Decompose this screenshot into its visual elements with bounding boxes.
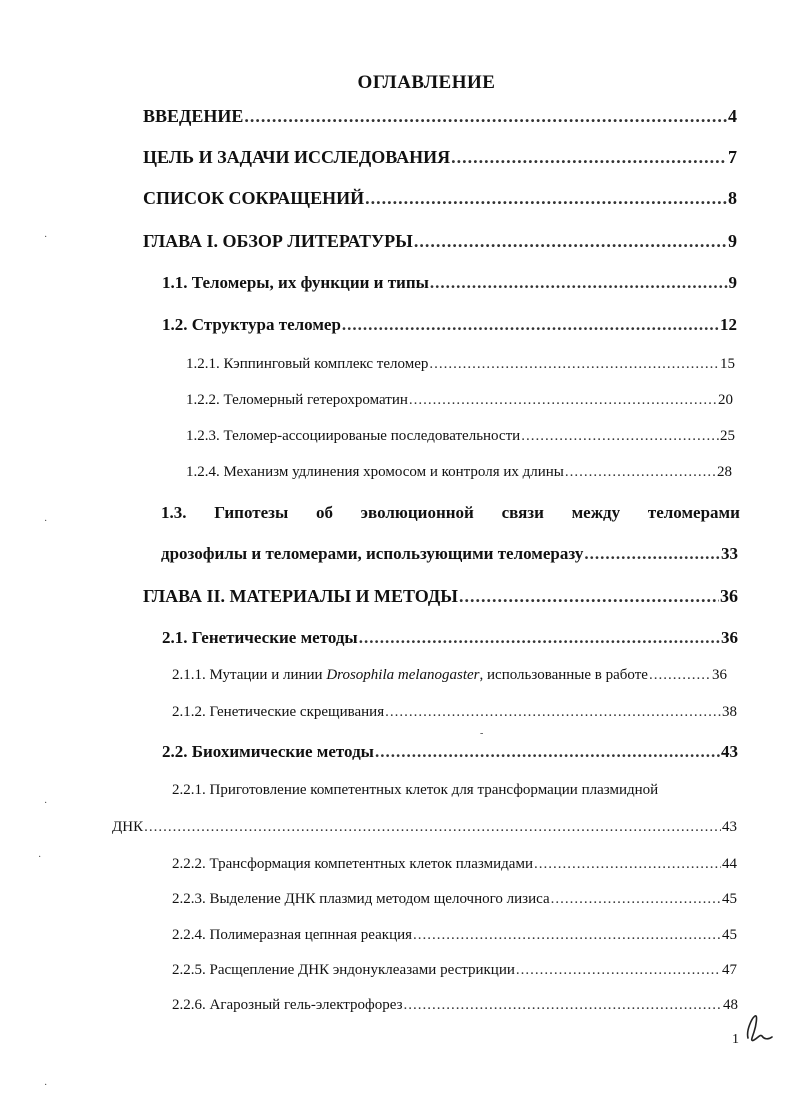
leader-dots xyxy=(414,231,727,252)
leader-dots xyxy=(413,927,721,944)
toc-entry-label xyxy=(172,667,648,684)
word: связи xyxy=(501,503,544,522)
toc-entry-page: 47 xyxy=(722,962,737,978)
toc-entry-label: 2.1. Генетические методы xyxy=(162,628,358,647)
toc-entry-2-2-6[interactable] xyxy=(172,997,738,1014)
toc-entry-chapter-1[interactable] xyxy=(143,231,737,252)
toc-entry-label: дрозофилы и теломерами, использующими теломеразу xyxy=(161,544,584,563)
label-text: 2.1.1. Мутации и линии xyxy=(172,667,327,683)
toc-entry-abbreviations[interactable] xyxy=(143,188,737,209)
leader-dots xyxy=(584,544,720,564)
toc-entry-page: 12 xyxy=(720,315,737,334)
toc-entry-1-3-line1[interactable] xyxy=(161,503,740,523)
toc-entry-label: 1.1. Теломеры, их функции и типы xyxy=(162,273,429,292)
toc-entry-page: 45 xyxy=(722,927,737,943)
leader-dots xyxy=(409,392,717,409)
leader-dots xyxy=(375,742,720,762)
leader-dots xyxy=(359,628,720,648)
toc-entry-label: ВВЕДЕНИЕ xyxy=(143,106,244,126)
toc-entry-label: ГЛАВА II. МАТЕРИАЛЫ И МЕТОДЫ xyxy=(143,586,458,606)
toc-entry-introduction[interactable] xyxy=(143,106,737,127)
word: теломерами xyxy=(647,503,740,522)
toc-entry-page: 43 xyxy=(721,742,738,761)
leader-dots xyxy=(534,856,721,873)
toc-entry-page: 9 xyxy=(728,231,737,251)
toc-entry-2-2-2[interactable] xyxy=(172,856,737,873)
leader-dots xyxy=(565,464,716,481)
toc-entry-page: 7 xyxy=(728,147,737,167)
toc-entry-label: 1.2.2. Теломерный гетерохроматин xyxy=(186,392,408,408)
toc-entry-page: 15 xyxy=(720,356,735,372)
scan-speck: · xyxy=(44,516,48,527)
leader-dots xyxy=(365,188,727,209)
toc-entry-2-2-3[interactable] xyxy=(172,891,737,908)
toc-entry-page: 9 xyxy=(728,273,737,292)
toc-entry-page: 36 xyxy=(720,586,738,606)
toc-entry-label: 1.2. Структура теломер xyxy=(162,315,341,334)
word: между xyxy=(571,503,621,522)
toc-entry-label: 1.2.1. Кэппинговый комплекс теломер xyxy=(186,356,429,372)
toc-entry-page: 43 xyxy=(722,819,737,835)
leader-dots xyxy=(516,962,721,979)
leader-dots xyxy=(404,997,722,1014)
toc-entry-label: 2.2.3. Выделение ДНК плазмид методом щелочного лизиса xyxy=(172,891,550,907)
word: об xyxy=(315,503,333,522)
leader-dots xyxy=(551,891,721,908)
toc-entry-2-1-2[interactable] xyxy=(172,704,737,721)
toc-entry-label: 1.2.4. Механизм удлинения хромосом и контроля их длины xyxy=(186,464,564,480)
toc-entry-label: 2.2.4. Полимеразная цепнная реакция xyxy=(172,927,413,943)
toc-entry-2-2[interactable] xyxy=(162,742,738,762)
scan-speck: · xyxy=(44,798,48,809)
leader-dots xyxy=(244,106,727,127)
leader-dots xyxy=(144,819,721,836)
word: 1.3. xyxy=(161,503,187,522)
toc-entry-label: ГЛАВА I. ОБЗОР ЛИТЕРАТУРЫ xyxy=(143,231,413,251)
leader-dots xyxy=(521,428,719,445)
toc-entry-page: 20 xyxy=(718,392,733,408)
toc-entry-page: 45 xyxy=(722,891,737,907)
word: Гипотезы xyxy=(214,503,289,522)
leader-dots xyxy=(459,586,719,607)
toc-entry-2-1-1[interactable] xyxy=(172,667,727,684)
scan-speck: · xyxy=(44,232,48,243)
handwritten-mark-icon xyxy=(742,1012,774,1046)
toc-entry-1-1[interactable] xyxy=(162,273,737,293)
leader-dots xyxy=(342,315,719,335)
toc-entry-chapter-2[interactable] xyxy=(143,586,738,607)
toc-entry-page: 8 xyxy=(728,188,737,208)
species-name: Drosophila melanogaster xyxy=(326,667,480,683)
toc-entry-1-3-line2[interactable] xyxy=(161,544,738,564)
toc-entry-page: 48 xyxy=(723,997,738,1013)
toc-entry-2-2-1-line1[interactable]: 2.2.1. Приготовление компетентных клеток для трансформации плазмидной xyxy=(172,782,659,798)
toc-entry-label: 2.2. Биохимические методы xyxy=(162,742,374,761)
label-text: , использованные в работе xyxy=(479,667,648,683)
toc-entry-page: 36 xyxy=(712,667,727,683)
leader-dots xyxy=(385,704,721,721)
leader-dots xyxy=(430,273,728,293)
toc-entry-label: 2.2.5. Расщепление ДНК эндонуклеазами рестрикции xyxy=(172,962,515,978)
toc-entry-1-2-3[interactable] xyxy=(186,428,735,445)
page-number: 1 xyxy=(732,1032,739,1047)
toc-entry-goals[interactable] xyxy=(143,147,737,168)
toc-entry-page: 25 xyxy=(720,428,735,444)
toc-entry-page: 28 xyxy=(717,464,732,480)
leader-dots xyxy=(429,356,719,373)
toc-entry-2-2-1-line2[interactable] xyxy=(112,819,737,836)
toc-entry-label: 1.2.3. Теломер-ассоциированые последовательности xyxy=(186,428,521,444)
toc-entry-label: ЦЕЛЬ И ЗАДАЧИ ИССЛЕДОВАНИЯ xyxy=(143,147,451,167)
toc-entry-label: 2.1.2. Генетические скрещивания xyxy=(172,704,385,720)
word: эволюционной xyxy=(360,503,474,522)
toc-entry-page: 38 xyxy=(722,704,737,720)
toc-entry-2-2-5[interactable] xyxy=(172,962,737,979)
toc-entry-label: 2.2.6. Агарозный гель-электрофорез xyxy=(172,997,403,1013)
toc-entry-1-2[interactable] xyxy=(162,315,737,335)
toc-entry-label: 2.2.2. Трансформация компетентных клеток плазмидами xyxy=(172,856,533,872)
toc-entry-1-2-1[interactable] xyxy=(186,356,735,373)
toc-entry-1-2-2[interactable] xyxy=(186,392,733,409)
toc-entry-1-2-4[interactable] xyxy=(186,464,732,481)
page-title: ОГЛАВЛЕНИЕ xyxy=(357,72,496,93)
leader-dots xyxy=(649,667,711,684)
toc-entry-label: СПИСОК СОКРАЩЕНИЙ xyxy=(143,188,365,208)
leader-dots xyxy=(451,147,727,168)
scan-speck: · xyxy=(38,852,42,863)
toc-entry-label: ДНК xyxy=(112,819,144,835)
toc-entry-page: 4 xyxy=(728,106,737,126)
scan-speck: - xyxy=(480,728,484,739)
toc-entry-page: 36 xyxy=(721,628,738,647)
toc-entry-page: 44 xyxy=(722,856,737,872)
scan-speck: · xyxy=(44,1080,48,1091)
toc-entry-2-1[interactable] xyxy=(162,628,738,648)
toc-entry-page: 33 xyxy=(721,544,738,563)
toc-entry-2-2-4[interactable] xyxy=(172,927,737,944)
